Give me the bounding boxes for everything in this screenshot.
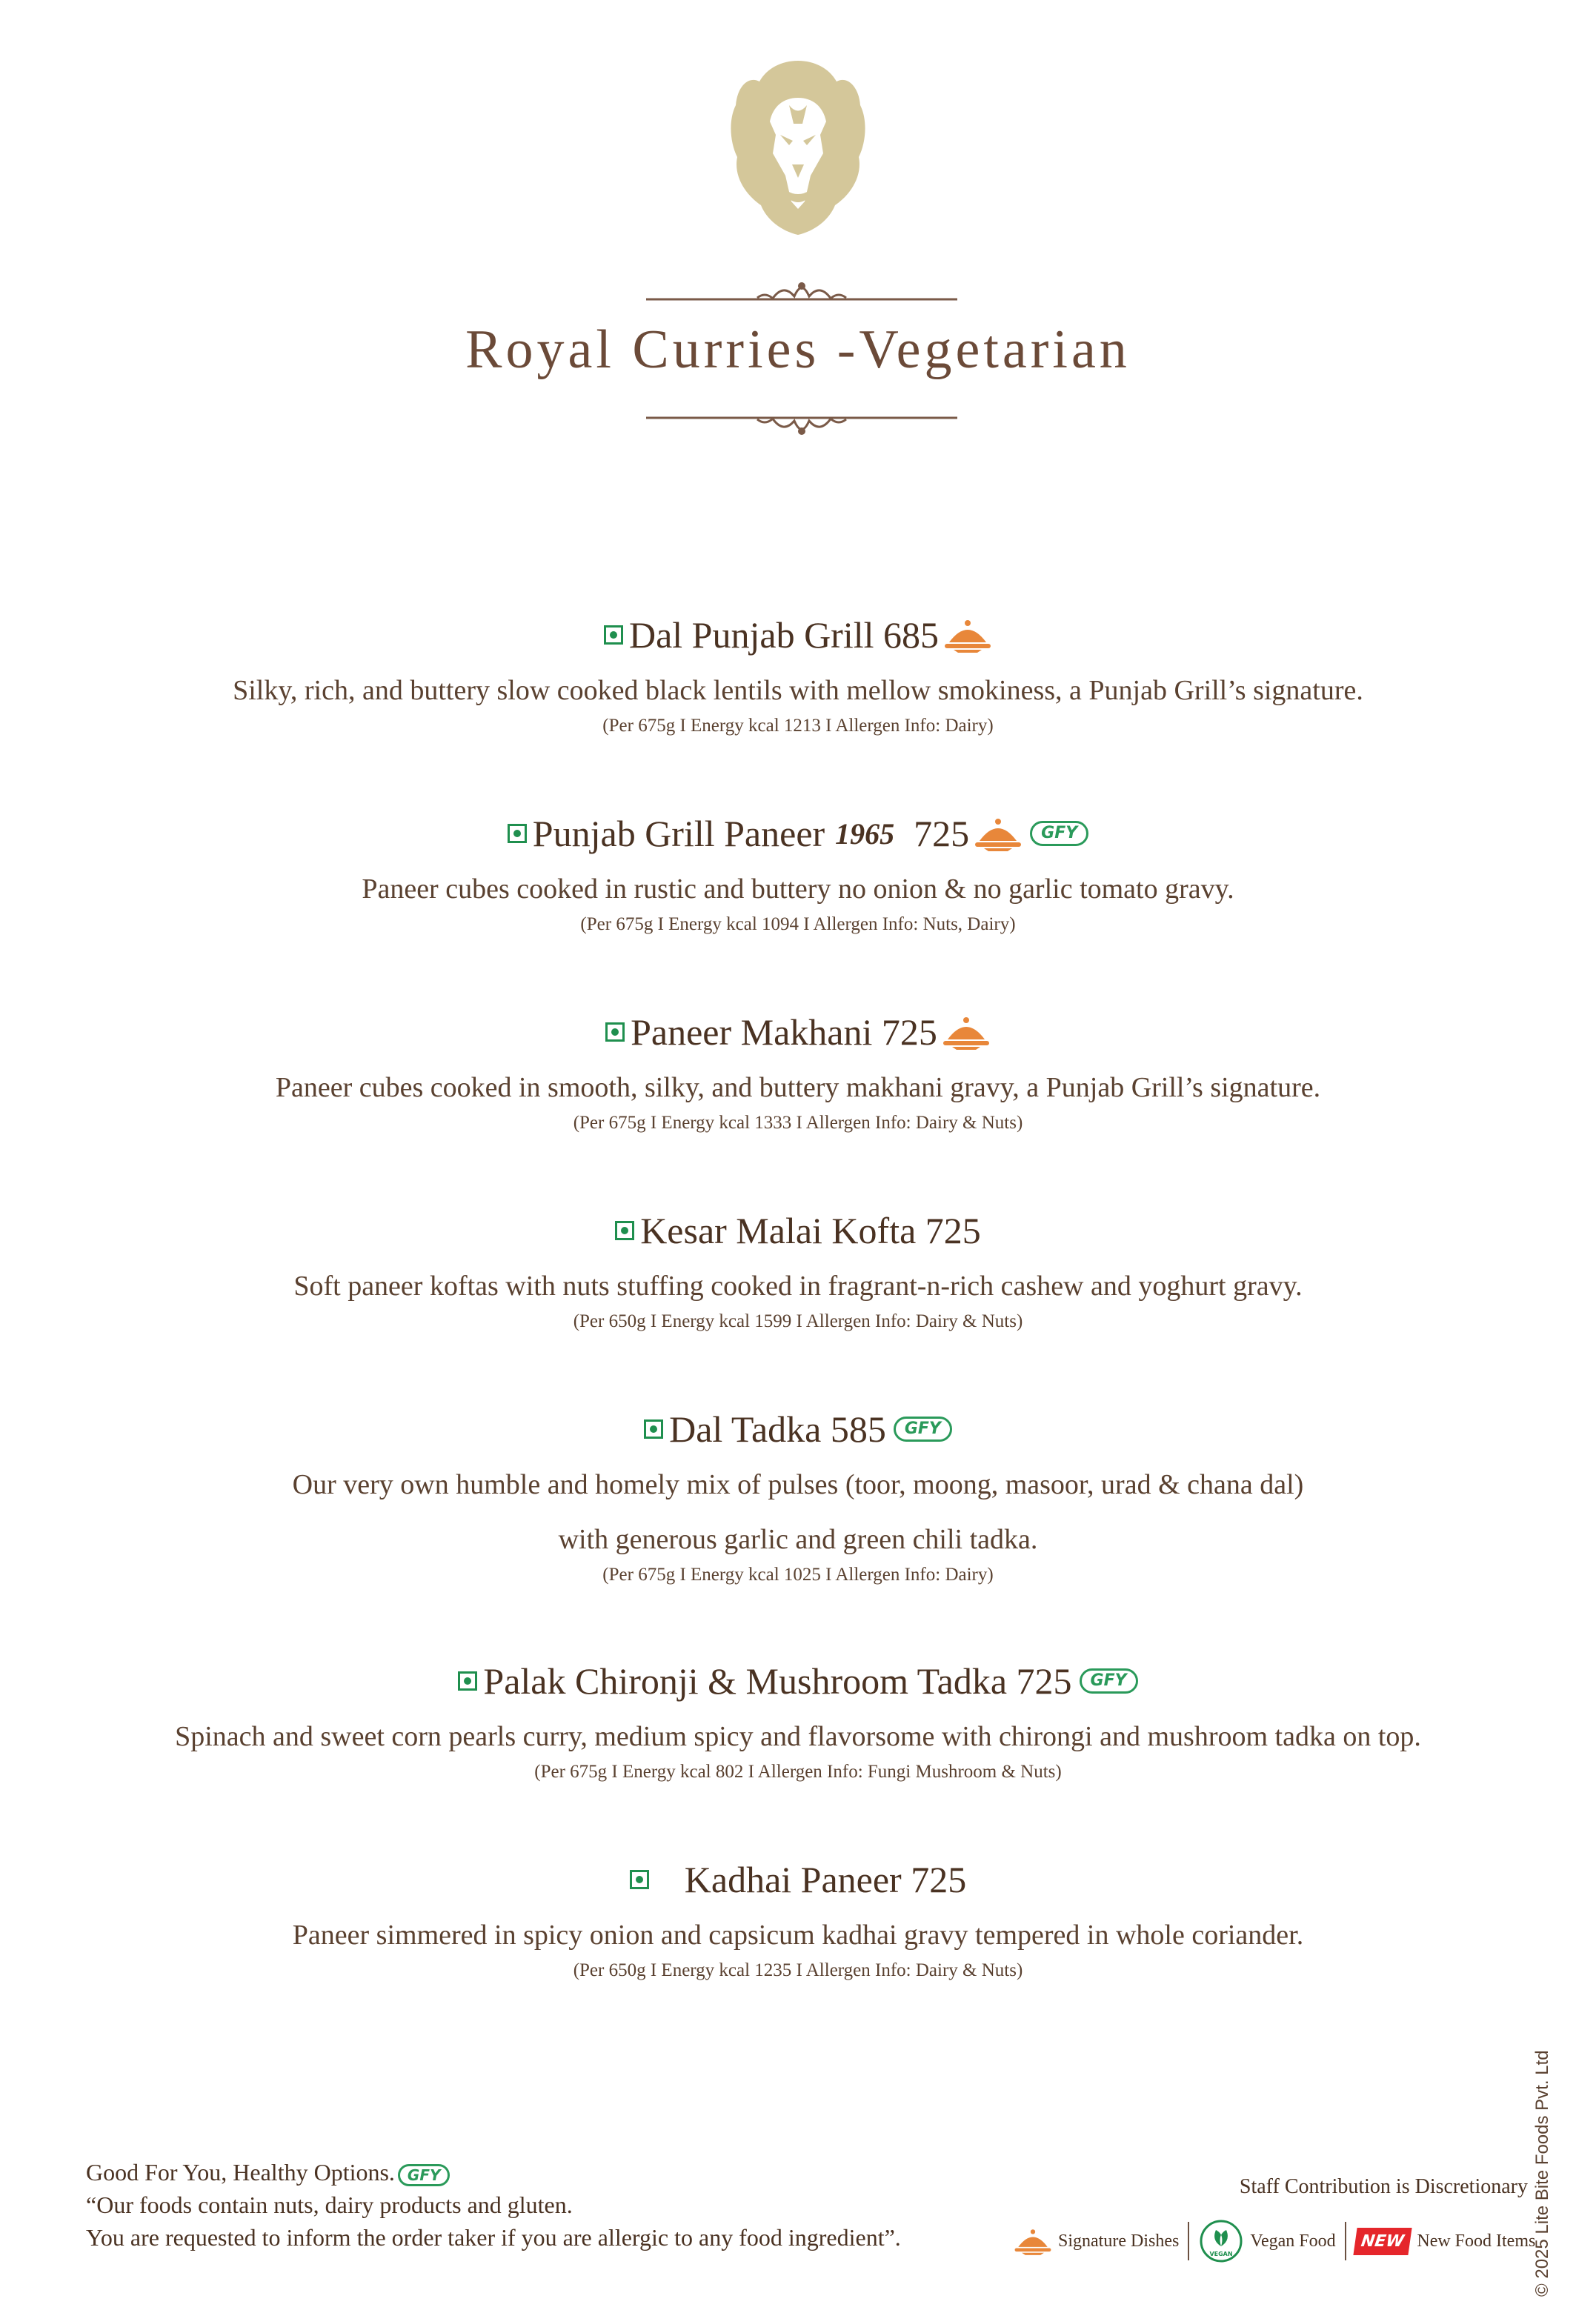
item-nutrition: (Per 675g I Energy kcal 802 I Allergen Info: Fungi Mushroom & Nuts) <box>534 1762 1062 1782</box>
legend-new-label: New Food Items <box>1417 2231 1536 2251</box>
legend-separator <box>1345 2222 1346 2260</box>
allergen-note: “Our foods contain nuts, dairy products and gluten. <box>86 2191 573 2218</box>
gfy-badge: GFY <box>1080 1668 1138 1694</box>
page-title: Royal Curries -Vegetarian <box>465 319 1131 380</box>
legend-separator <box>1188 2222 1189 2260</box>
veg-icon <box>605 1022 625 1042</box>
item-description: Paneer simmered in spicy onion and capsicum kadhai gravy tempered in whole coriander. <box>292 1920 1304 1951</box>
item-name: Palak Chironji & Mushroom Tadka <box>483 1660 1008 1702</box>
new-badge: NEW <box>1353 2228 1412 2255</box>
item-price: 725 <box>881 1011 937 1053</box>
item-name: Kesar Malai Kofta <box>640 1210 917 1251</box>
item-price: 585 <box>830 1408 886 1450</box>
menu-item <box>0 1006 1596 1134</box>
item-tag: 1965 <box>835 816 895 851</box>
gfy-note: Good For You, Healthy Options. <box>86 2159 395 2186</box>
vegan-badge-text: VEGAN <box>1209 2251 1233 2257</box>
item-name: Kadhai Paneer <box>684 1859 902 1900</box>
legend <box>1014 2215 1535 2267</box>
item-description: Paneer cubes cooked in rustic and buttery no onion & no garlic tomato gravy. <box>362 873 1234 905</box>
allergen-instruction: You are requested to inform the order taker if you are allergic to any food ingredient”. <box>86 2224 901 2251</box>
lion-logo <box>715 53 881 239</box>
staff-contribution-note: Staff Contribution is Discretionary <box>1239 2175 1528 2198</box>
item-price: 725 <box>914 813 970 854</box>
menu-item <box>0 1854 1596 1981</box>
veg-icon <box>508 824 527 843</box>
footer-notes <box>86 2156 901 2254</box>
item-description: Spinach and sweet corn pearls curry, medium spicy and flavorsome with chirongi and mushroom tadka on top. <box>175 1721 1421 1752</box>
signature-cloche-icon <box>942 1013 991 1051</box>
veg-icon <box>630 1870 649 1889</box>
gfy-badge: GFY <box>398 2164 450 2186</box>
menu-item <box>0 808 1596 935</box>
legend-signature-label: Signature Dishes <box>1058 2231 1180 2251</box>
gfy-badge: GFY <box>894 1417 952 1442</box>
menu-item <box>0 1205 1596 1332</box>
veg-icon <box>604 625 623 645</box>
item-nutrition: (Per 675g I Energy kcal 1094 I Allergen Info: Nuts, Dairy) <box>580 914 1016 934</box>
item-price: 725 <box>911 1859 967 1900</box>
veg-icon <box>458 1671 477 1691</box>
vegan-leaf-icon <box>1198 2218 1244 2264</box>
legend-vegan-label: Vegan Food <box>1250 2231 1336 2251</box>
item-nutrition: (Per 675g I Energy kcal 1333 I Allergen Info: Dairy & Nuts) <box>573 1113 1023 1133</box>
copyright: © 2025 Lite Bite Foods Pvt. Ltd <box>1532 2050 1552 2297</box>
item-description: Paneer cubes cooked in smooth, silky, and buttery makhani gravy, a Punjab Grill’s signature. <box>275 1072 1321 1103</box>
signature-cloche-icon <box>1014 2226 1052 2257</box>
item-name: Dal Punjab Grill <box>628 614 874 656</box>
item-nutrition: (Per 650g I Energy kcal 1599 I Allergen Info: Dairy & Nuts) <box>573 1311 1023 1331</box>
veg-icon <box>615 1221 634 1240</box>
item-description: Soft paneer koftas with nuts stuffing cooked in fragrant-n-rich cashew and yoghurt gravy. <box>293 1271 1303 1302</box>
ornament-divider-top <box>646 276 957 305</box>
item-name: Paneer Makhani <box>631 1011 873 1053</box>
veg-icon <box>644 1419 663 1439</box>
signature-cloche-icon <box>943 616 992 654</box>
item-price: 685 <box>883 614 940 656</box>
signature-cloche-icon <box>974 814 1023 853</box>
item-price: 725 <box>1016 1660 1072 1702</box>
menu-item <box>0 1655 1596 1783</box>
item-description-line2: with generous garlic and green chili tadka. <box>558 1524 1038 1555</box>
menu-item <box>0 609 1596 736</box>
item-price: 725 <box>925 1210 981 1251</box>
item-nutrition: (Per 650g I Energy kcal 1235 I Allergen Info: Dairy & Nuts) <box>573 1960 1023 1980</box>
item-nutrition: (Per 675g I Energy kcal 1025 I Allergen Info: Dairy) <box>602 1565 994 1585</box>
item-description: Our very own humble and homely mix of pulses (toor, moong, masoor, urad & chana dal) <box>292 1469 1304 1500</box>
item-name: Punjab Grill Paneer <box>532 813 825 854</box>
item-nutrition: (Per 675g I Energy kcal 1213 I Allergen Info: Dairy) <box>602 716 994 736</box>
menu-item <box>0 1403 1596 1585</box>
ornament-divider-bottom <box>646 412 957 442</box>
item-description: Silky, rich, and buttery slow cooked black lentils with mellow smokiness, a Punjab Grill’s signature. <box>233 675 1363 706</box>
item-name: Dal Tadka <box>669 1408 822 1450</box>
gfy-badge: GFY <box>1030 821 1088 846</box>
